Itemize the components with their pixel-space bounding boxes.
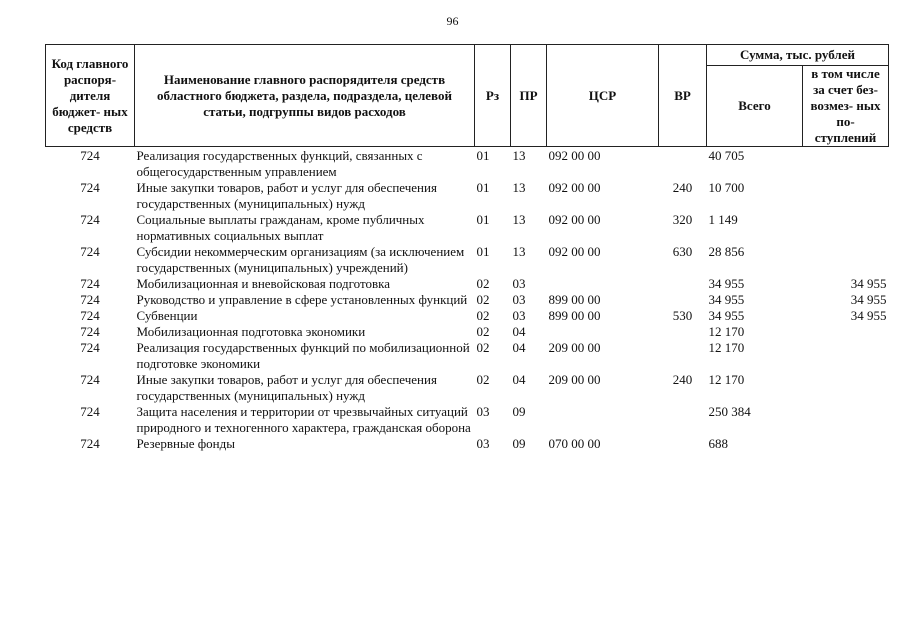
header-vr: ВР (659, 45, 707, 147)
row-total: 28 856 (708, 244, 745, 259)
row-code: 724 (80, 148, 100, 163)
row-vr (659, 340, 707, 372)
row-rz: 02 (476, 372, 490, 387)
row-name: Мобилизационная и вневойсковая подготовка (136, 276, 391, 291)
row-pr: 04 (512, 340, 526, 355)
row-code: 724 (80, 292, 100, 307)
row-name: Защита населения и территории от чрезвычайных ситуаций природного и техногенного характера, гражданская оборона (136, 404, 471, 435)
row-rz: 02 (476, 324, 490, 339)
row-code: 724 (80, 324, 100, 339)
header-name: Наименование главного распорядителя средств областного бюджета, раздела, подраздела, целевой статьи, подгруппы видов расходов (135, 45, 475, 147)
row-name: Иные закупки товаров, работ и услуг для обеспечения государственных (муниципальных) нужд (136, 372, 437, 403)
row-grant: 34 955 (850, 292, 887, 307)
row-csr: 899 00 00 (548, 292, 601, 307)
row-vr (659, 276, 707, 292)
row-total: 34 955 (708, 276, 745, 291)
page-number: 96 (446, 14, 459, 28)
table-row (46, 292, 889, 308)
row-rz: 02 (476, 276, 490, 291)
row-grant (803, 212, 889, 244)
row-grant (803, 340, 889, 372)
header-sum-group: Сумма, тыс. рублей (707, 45, 889, 66)
row-name: Реализация государственных функций по мобилизационной подготовке экономики (136, 340, 470, 371)
row-rz: 03 (476, 436, 490, 451)
table-row (46, 308, 889, 324)
row-rz: 01 (476, 180, 490, 195)
budget-table (45, 44, 889, 452)
row-name: Руководство и управление в сфере установленных функций (136, 292, 468, 307)
row-grant (803, 147, 889, 181)
table-row (46, 147, 889, 181)
table-row (46, 404, 889, 436)
row-total: 688 (708, 436, 728, 451)
row-name: Реализация государственных функций, связанных с общегосударственным управлением (136, 148, 423, 179)
row-vr: 630 (672, 244, 693, 259)
row-rz: 02 (476, 292, 490, 307)
row-rz: 02 (476, 340, 490, 355)
row-name: Социальные выплаты гражданам, кроме публичных нормативных социальных выплат (136, 212, 425, 243)
row-pr: 13 (512, 244, 526, 259)
row-csr: 209 00 00 (548, 340, 601, 355)
row-pr: 03 (512, 308, 526, 323)
row-grant (803, 244, 889, 276)
row-grant (803, 372, 889, 404)
table-header (46, 45, 889, 147)
row-pr: 04 (512, 324, 526, 339)
row-code: 724 (80, 436, 100, 451)
header-csr: ЦСР (547, 45, 659, 147)
row-grant (803, 436, 889, 452)
row-rz: 02 (476, 308, 490, 323)
row-code: 724 (80, 372, 100, 387)
row-code: 724 (80, 276, 100, 291)
row-vr: 240 (672, 372, 693, 387)
row-total: 34 955 (708, 308, 745, 323)
row-name: Мобилизационная подготовка экономики (136, 324, 366, 339)
row-grant: 34 955 (850, 276, 887, 291)
header-rz: Рз (475, 45, 511, 147)
row-grant (803, 404, 889, 436)
row-pr: 09 (512, 436, 526, 451)
table-row (46, 340, 889, 372)
table-row (46, 324, 889, 340)
table-row (46, 212, 889, 244)
row-csr: 092 00 00 (548, 148, 601, 163)
table-row (46, 276, 889, 292)
row-vr: 320 (672, 212, 693, 227)
table-row (46, 436, 889, 452)
row-pr: 03 (512, 292, 526, 307)
row-name: Иные закупки товаров, работ и услуг для обеспечения государственных (муниципальных) нужд (136, 180, 437, 211)
row-total: 10 700 (708, 180, 745, 195)
row-total: 12 170 (708, 324, 745, 339)
table-row (46, 244, 889, 276)
row-csr (547, 324, 659, 340)
row-total: 40 705 (708, 148, 745, 163)
row-total: 250 384 (708, 404, 751, 419)
row-vr: 240 (672, 180, 693, 195)
row-code: 724 (80, 244, 100, 259)
row-vr (659, 147, 707, 181)
row-vr (659, 404, 707, 436)
row-name: Субсидии некоммерческим организациям (за исключением государственных (муниципальных) учреждений) (136, 244, 465, 275)
row-code: 724 (80, 180, 100, 195)
row-grant (803, 324, 889, 340)
row-csr: 092 00 00 (548, 180, 601, 195)
row-csr: 899 00 00 (548, 308, 601, 323)
row-pr: 04 (512, 372, 526, 387)
row-csr (547, 404, 659, 436)
row-rz: 01 (476, 148, 490, 163)
row-total: 12 170 (708, 340, 745, 355)
row-csr: 209 00 00 (548, 372, 601, 387)
row-code: 724 (80, 404, 100, 419)
table-row (46, 180, 889, 212)
row-csr: 092 00 00 (548, 212, 601, 227)
row-pr: 09 (512, 404, 526, 419)
row-name: Субвенции (136, 308, 198, 323)
row-pr: 03 (512, 276, 526, 291)
row-total: 12 170 (708, 372, 745, 387)
row-code: 724 (80, 308, 100, 323)
row-csr (547, 276, 659, 292)
row-vr (659, 292, 707, 308)
header-grant: в том числе за счет без- возмез- ных по- ступлений (803, 66, 889, 147)
row-pr: 13 (512, 180, 526, 195)
row-code: 724 (80, 212, 100, 227)
row-total: 1 149 (708, 212, 738, 227)
header-total: Всего (707, 66, 803, 147)
row-code: 724 (80, 340, 100, 355)
header-pr: ПР (511, 45, 547, 147)
row-vr: 530 (672, 308, 693, 323)
row-rz: 01 (476, 212, 490, 227)
table-row (46, 372, 889, 404)
row-csr: 070 00 00 (548, 436, 601, 451)
row-rz: 03 (476, 404, 490, 419)
row-name: Резервные фонды (136, 436, 235, 451)
row-pr: 13 (512, 148, 526, 163)
row-rz: 01 (476, 244, 490, 259)
header-code: Код главного распоря- дителя бюджет- ных средств (46, 45, 135, 147)
row-pr: 13 (512, 212, 526, 227)
row-grant (803, 180, 889, 212)
row-vr (659, 324, 707, 340)
row-vr (659, 436, 707, 452)
table-body (46, 147, 889, 453)
row-total: 34 955 (708, 292, 745, 307)
row-grant: 34 955 (850, 308, 887, 323)
row-csr: 092 00 00 (548, 244, 601, 259)
